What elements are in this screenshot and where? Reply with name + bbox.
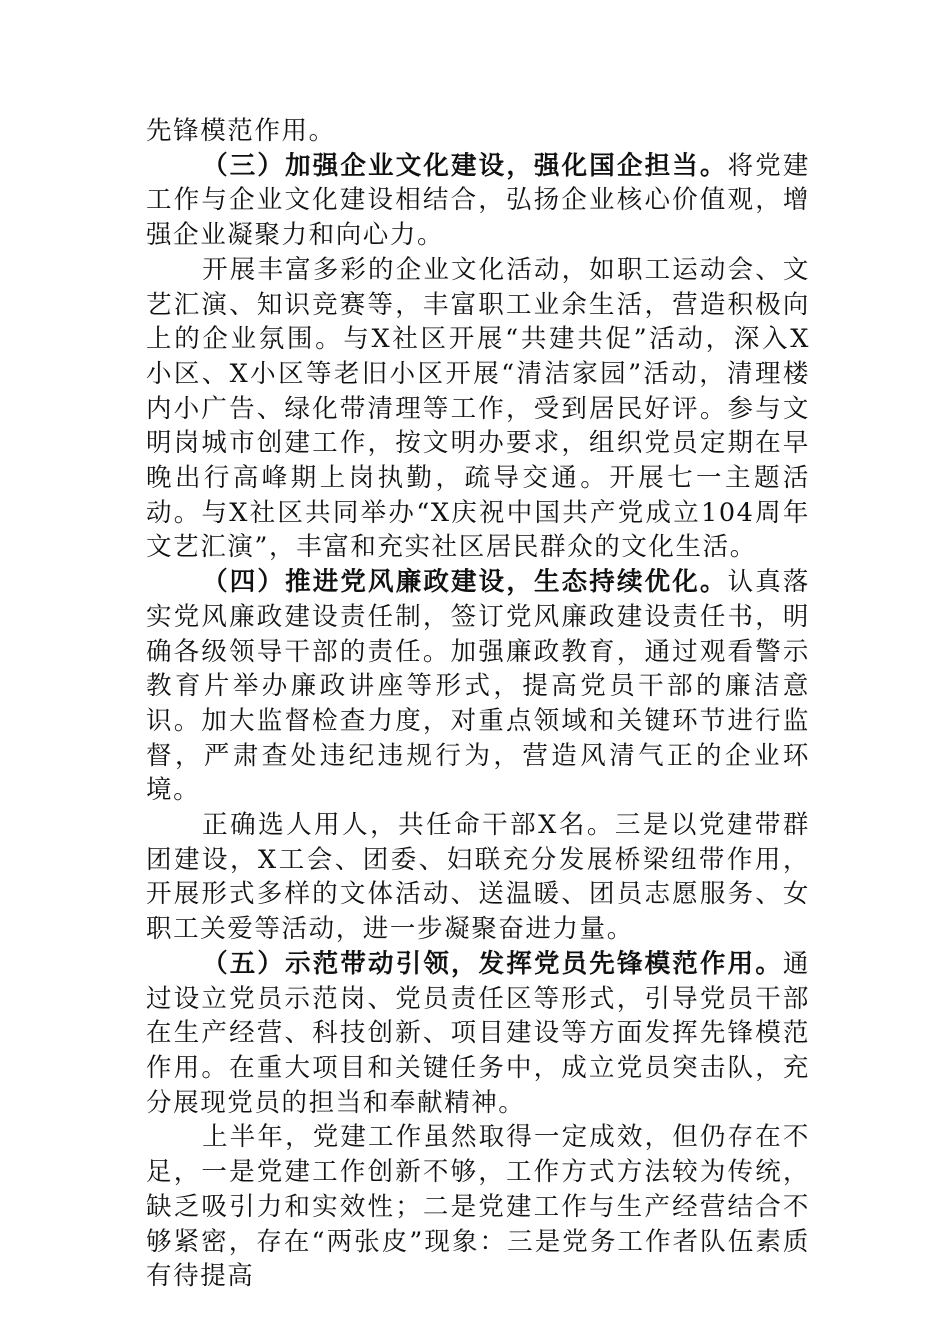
paragraph-section-4 (146, 565, 810, 808)
section-heading: （三）加强企业文化建设，强化国企担当。 (202, 150, 728, 181)
paragraph-text: 开展丰富多彩的企业文化活动，如职工运动会、文艺汇演、知识竞赛等，丰富职工业余生活，营造积极向上的企业氛围。与X社区开展“共建共促”活动，深入X小区、X小区等老旧小区开展“清洁家园”活动，清理楼内小广告、绿化带清理等工作，受到居民好评。参与文明岗城市创建工作，按文明办要求，组织党员定期在早晚出行高峰期上岗执勤，疏导交通。开展七一主题活动。与X社区共同举办“X庆祝中国共产党成立104周年文艺汇演”，丰富和充实社区居民群众的文化生活。 (146, 254, 810, 563)
section-heading: （四）推进党风廉政建设，生态持续优化。 (202, 567, 728, 598)
paragraph-culture-activities (146, 253, 810, 565)
paragraph-text: 上半年，党建工作虽然取得一定成效，但仍存在不足，一是党建工作创新不够，工作方式方法较为传统，缺乏吸引力和实效性；二是党建工作与生产经营结合不够紧密，存在“两张皮”现象：三是党务工作者队伍素质有待提高 (146, 1122, 810, 1292)
paragraph-text: 将党建工作与企业文化建设相结合，弘扬企业核心价值观，增强企业凝聚力和向心力。 (146, 150, 810, 251)
paragraph-text: 正确选人用人，共任命干部X名。三是以党建带群团建设，X工会、团委、妇联充分发展桥梁纽带作用，开展形式多样的文体活动、送温暖、团员志愿服务、女职工关爱等活动，进一步凝聚奋进力量。 (146, 810, 810, 945)
paragraph-section-3 (146, 149, 810, 253)
paragraph-text: 认真落实党风廉政建设责任制，签订党风廉政建设责任书，明确各级领导干部的责任。加强廉政教育，通过观看警示教育片举办廉政讲座等形式，提高党员干部的廉洁意识。加大监督检查力度，对重点领域和关键环节进行监督，严肃查处违纪违规行为，营造风清气正的企业环境。 (146, 567, 810, 806)
paragraph-text: 通过设立党员示范岗、党员责任区等形式，引导党员干部在生产经营、科技创新、项目建设等方面发挥先锋模范作用。在重大项目和关键任务中，成立党员突击队，充分展现党员的担当和奉献精神。 (146, 948, 810, 1118)
paragraph-continuation (146, 114, 810, 149)
document-page (146, 114, 810, 1294)
paragraph-appointments (146, 808, 810, 947)
section-heading: （五）示范带动引领，发挥党员先锋模范作用。 (202, 948, 783, 979)
paragraph-shortcomings (146, 1120, 810, 1294)
paragraph-section-5 (146, 947, 810, 1121)
paragraph-text: 先锋模范作用。 (146, 116, 336, 146)
